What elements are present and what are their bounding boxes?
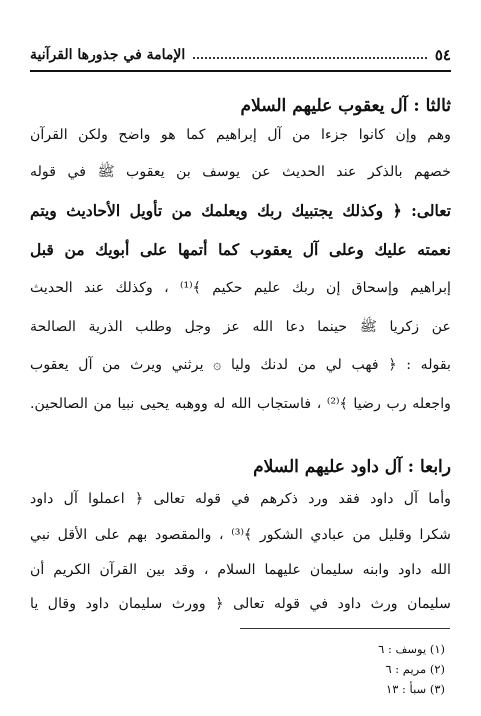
body-line: وهم وإن كانوا جزءا من آل إبراهيم كما هو واضح ولكن القرآن	[30, 127, 451, 143]
body-line: إبراهيم وإسحاق إن ربك عليم حكيم ﴾⁽¹⁾ ، وكذلك عند الحديث	[30, 280, 451, 296]
running-header	[30, 44, 451, 66]
body-line: واجعله رب رضيا ﴾⁽²⁾ ، فاستجاب الله له ووهبه يحيى نبيا من الصالحين.	[30, 396, 451, 412]
body-line: شكرا وقليل من عبادي الشكور ﴾⁽³⁾ ، والمقصود بهم على الأقل نبي	[30, 527, 451, 543]
footnote-3: (٣) سبأ : ١٣	[386, 682, 445, 696]
body-line: الله داود وابنه سليمان عليهما السلام ، وقد بين القرآن الكريم أن	[30, 562, 451, 578]
body-line-quran: تعالى: ﴿ وكذلك يجتبيك ربك ويعلمك من تأويل الأحاديث ويتم	[30, 201, 451, 220]
body-line: سليمان ورث داود في قوله تعالى ﴿ وورث سليمان داود وقال يا	[30, 596, 451, 612]
section-title-al-yaqub: ثالثا : آل يعقوب عليهم السلام	[240, 96, 451, 116]
header-dot-leader	[193, 51, 427, 59]
footnote-1: (١) يوسف : ٦	[378, 642, 445, 656]
section-title-al-dawud: رابعا : آل داود عليهم السلام	[253, 457, 451, 477]
body-line: وأما آل داود فقد ورد ذكرهم في قوله تعالى ﴿ اعملوا آل داود	[30, 491, 451, 507]
page-number: ٥٤	[434, 46, 451, 64]
body-line-quran: بقوله : ﴿ فهب لي من لدنك وليا ۞ يرثني ويرث من آل يعقوب	[30, 357, 451, 373]
body-line-quran: نعمته عليك وعلى آل يعقوب كما أتمها على أبويك من قبل	[30, 240, 451, 259]
body-line: عن زكريا ﷺ حينما دعا الله عز وجل وطلب الذرية الصالحة	[30, 319, 451, 335]
header-rule	[30, 70, 451, 72]
running-title: الإمامة في جذورها القرآنية	[30, 47, 186, 63]
body-line: خصهم بالذكر عند الحديث عن يوسف بن يعقوب ﷺ في قوله	[30, 164, 451, 180]
footnote-2: (٢) مريم : ٦	[385, 662, 445, 676]
footnote-rule	[240, 628, 450, 629]
